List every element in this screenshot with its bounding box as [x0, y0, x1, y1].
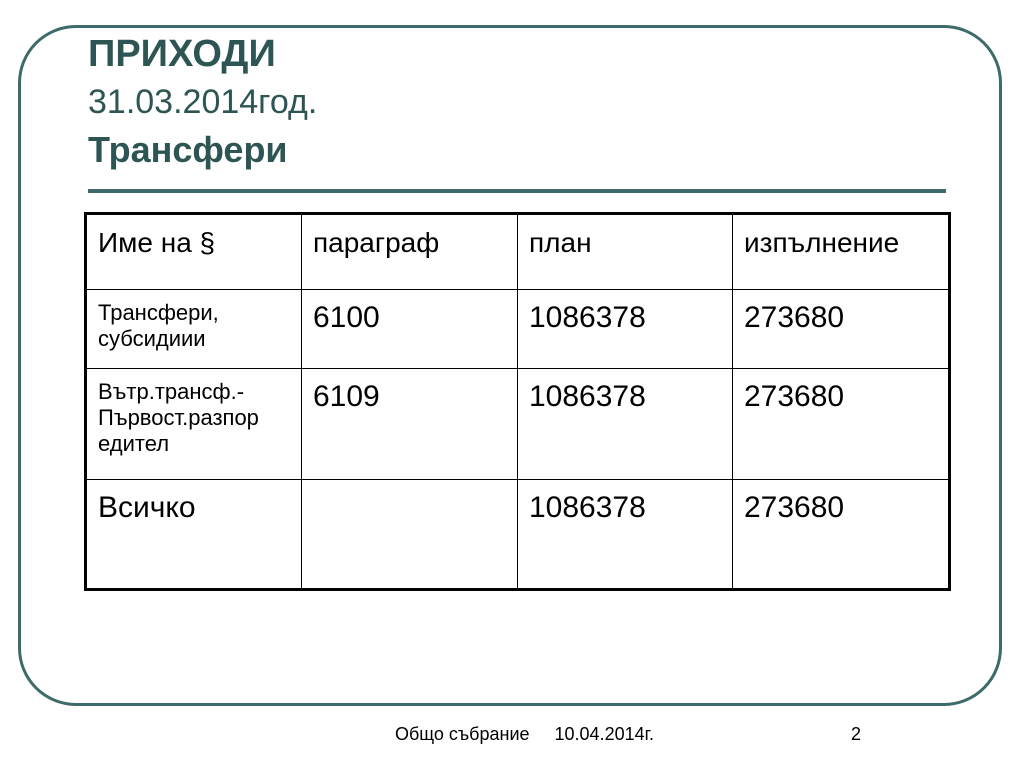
cell-plan: 1086378: [518, 369, 733, 480]
title-date: 31.03.2014год.: [88, 83, 318, 121]
cell-execution: 273680: [733, 369, 950, 480]
cell-execution: 273680: [733, 290, 950, 369]
table-row: [86, 369, 950, 480]
cell-plan: 1086378: [518, 480, 733, 590]
cell-name: Вътр.трансф.- Първост.разпор едител: [86, 369, 302, 480]
cell-plan: 1086378: [518, 290, 733, 369]
header-paragraph: параграф: [302, 214, 518, 290]
table-header-row: [86, 214, 950, 290]
title-main: ПРИХОДИ: [88, 33, 276, 75]
footer-text: Общо събрание 10.04.2014г.: [395, 724, 654, 744]
cell-execution: 273680: [733, 480, 950, 590]
header-plan: план: [518, 214, 733, 290]
header-execution: изпълнение: [733, 214, 950, 290]
data-table: [84, 212, 951, 591]
cell-paragraph: 6100: [302, 290, 518, 369]
page-number: 2: [851, 724, 862, 744]
cell-name: Всичко: [86, 480, 302, 590]
cell-paragraph: 6109: [302, 369, 518, 480]
table-total-row: [86, 480, 950, 590]
cell-name: Трансфери, субсидиии: [86, 290, 302, 369]
title-block: [88, 30, 317, 174]
title-subtitle: Трансфери: [88, 129, 288, 170]
cell-paragraph: [302, 480, 518, 590]
title-divider: [88, 189, 946, 193]
table-row: [86, 290, 950, 369]
header-name: Име на §: [86, 214, 302, 290]
